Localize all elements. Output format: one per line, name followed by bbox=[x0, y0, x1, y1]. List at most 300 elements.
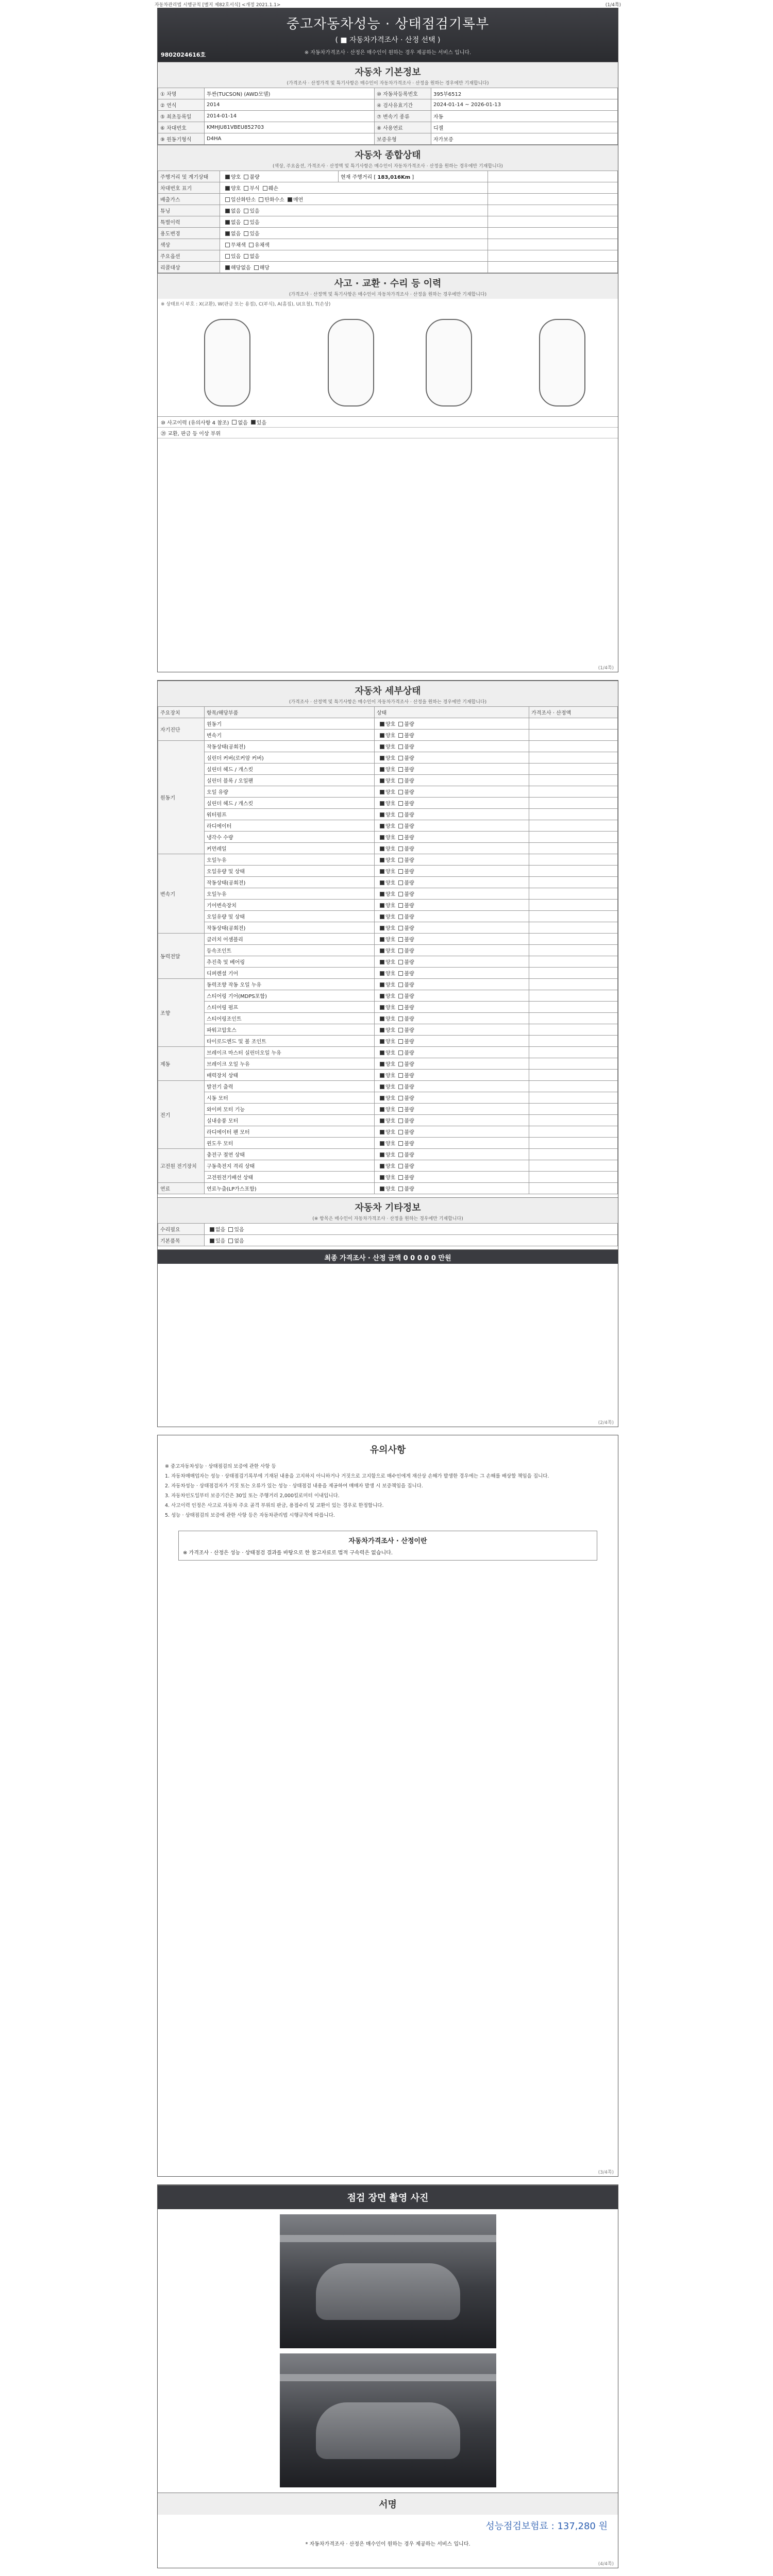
checkbox[interactable] bbox=[244, 254, 248, 259]
checkbox[interactable] bbox=[244, 231, 248, 236]
price-cell bbox=[529, 854, 618, 866]
checkbox[interactable] bbox=[380, 1016, 384, 1021]
item-label: 워터펌프 bbox=[205, 809, 375, 820]
checkbox[interactable] bbox=[225, 265, 230, 270]
item-label: 라디에이터 bbox=[205, 820, 375, 832]
checkbox[interactable] bbox=[398, 960, 403, 964]
status-cell: 양호 불량 bbox=[375, 786, 529, 798]
detail-status-section bbox=[158, 681, 618, 706]
status-cell: 양호 불량 bbox=[375, 1183, 529, 1194]
value: D4HA bbox=[205, 133, 375, 145]
checkbox[interactable] bbox=[249, 243, 254, 247]
form-title: 중고자동차성능 · 상태점검기록부 bbox=[286, 16, 490, 32]
checkbox[interactable] bbox=[380, 1141, 384, 1146]
checkbox[interactable] bbox=[398, 1107, 403, 1112]
checkbox[interactable] bbox=[380, 1073, 384, 1078]
price-cell bbox=[529, 775, 618, 786]
section-subtitle: (가격조사 · 산정액 및 특기사항은 매수인이 자동차가격조사 · 산정을 원하는 경우에만 기재합니다) bbox=[289, 292, 487, 297]
checkbox[interactable] bbox=[380, 1096, 384, 1100]
checkbox[interactable] bbox=[398, 778, 403, 783]
checkbox[interactable] bbox=[380, 914, 384, 919]
checkbox[interactable] bbox=[259, 197, 263, 202]
checkbox[interactable] bbox=[380, 892, 384, 896]
checkbox[interactable] bbox=[398, 767, 403, 772]
label: 리콜대상 bbox=[158, 262, 220, 273]
column-header: 주요장치 bbox=[158, 707, 205, 718]
checkbox[interactable] bbox=[398, 835, 403, 840]
checkbox[interactable] bbox=[225, 220, 230, 225]
checkbox[interactable] bbox=[398, 937, 403, 942]
checkbox[interactable] bbox=[228, 1227, 233, 1232]
final-price-value: 0 0 0 0 0 만원 bbox=[403, 1255, 451, 1262]
table-row bbox=[158, 1183, 618, 1194]
table-row bbox=[158, 1081, 618, 1092]
final-price-section bbox=[158, 1249, 618, 1264]
price-cell bbox=[529, 888, 618, 900]
checkbox[interactable] bbox=[398, 1050, 403, 1055]
section-subtitle: (색상, 주요옵션, 가격조사 · 산정액 및 특기사항은 매수인이 자동차가격조사 · 산정을 원하는 경우에만 기재합니다) bbox=[273, 164, 503, 169]
item-label: 동력조향 작동 오일 누유 bbox=[205, 979, 375, 990]
label: 주행거리 및 계기상태 bbox=[158, 171, 220, 182]
item-label: 브레이크 마스터 실린더오일 누유 bbox=[205, 1047, 375, 1058]
table-row bbox=[158, 854, 618, 866]
group-label: 변속기 bbox=[158, 854, 205, 934]
status-legend: ※ 상태표시 부호 : X(교환), W(판금 또는 용접), C(부식), A(흠집), U(요철), T(손상) bbox=[161, 302, 331, 307]
price-cell bbox=[529, 990, 618, 1002]
sign-title: 서명 bbox=[379, 2499, 397, 2510]
page-number: (1/4쪽) bbox=[598, 666, 614, 671]
table-row bbox=[158, 1115, 618, 1126]
checkbox[interactable] bbox=[380, 1130, 384, 1134]
price-cell bbox=[529, 979, 618, 990]
status-cell: 양호 불량 bbox=[375, 764, 529, 775]
checkbox[interactable] bbox=[380, 903, 384, 908]
checkbox[interactable] bbox=[380, 869, 384, 874]
label: ② 연식 bbox=[158, 99, 205, 111]
notice-line: 3. 자동차인도일부터 보증기간은 30일 또는 주행거리 2,000킬로미터 이내입니다. bbox=[165, 1493, 340, 1499]
label: 기본품목 bbox=[158, 1235, 205, 1246]
table-row bbox=[158, 99, 618, 111]
status-cell: 양호 불량 bbox=[375, 979, 529, 990]
notice-line: 2. 자동차성능 · 상태점검자가 거짓 또는 오류가 있는 성능 · 상태점검 내용을 제공하여 매매자 발생 시 보증책임을 집니다. bbox=[165, 1483, 423, 1489]
car-top-icon bbox=[328, 319, 374, 406]
group-label: 자기진단 bbox=[158, 718, 205, 741]
table-row bbox=[158, 820, 618, 832]
checkbox[interactable] bbox=[398, 869, 403, 874]
checkbox[interactable] bbox=[380, 790, 384, 794]
checkbox[interactable] bbox=[398, 994, 403, 998]
checkbox[interactable] bbox=[380, 1187, 384, 1191]
item-label: 오일 유량 bbox=[205, 786, 375, 798]
price-cell bbox=[529, 1149, 618, 1160]
status-cell: 양호 불량 bbox=[375, 752, 529, 764]
checkbox[interactable] bbox=[398, 1175, 403, 1180]
label: 보증유형 bbox=[375, 133, 431, 145]
item-label: 스티어링조인트 bbox=[205, 1013, 375, 1024]
item-label: 브레이크 오일 누유 bbox=[205, 1058, 375, 1070]
price-cell bbox=[529, 832, 618, 843]
basic-info-table bbox=[158, 88, 618, 145]
label: ⑨ 원동기형식 bbox=[158, 133, 205, 145]
checkbox[interactable] bbox=[244, 175, 248, 179]
table-row bbox=[158, 1126, 618, 1138]
table-row bbox=[158, 786, 618, 798]
label: ⑩ 자동차등록번호 bbox=[375, 88, 431, 99]
status-cell: 양호 불량 bbox=[375, 775, 529, 786]
checkbox[interactable] bbox=[398, 892, 403, 896]
checkbox[interactable] bbox=[398, 801, 403, 806]
checkbox[interactable] bbox=[225, 243, 230, 247]
table-row bbox=[158, 730, 618, 741]
section-title: 자동차 세부상태 bbox=[355, 686, 421, 697]
price-cell bbox=[529, 809, 618, 820]
page-4 bbox=[157, 2184, 618, 2568]
table-row bbox=[158, 968, 618, 979]
accident-history-row: ⑩ 사고이력 (유의사항 4 참조) 없음 있음 bbox=[158, 417, 618, 428]
status-cell: 양호 불량 bbox=[375, 1138, 529, 1149]
checkbox[interactable] bbox=[380, 744, 384, 749]
item-label: 파워고압호스 bbox=[205, 1024, 375, 1036]
item-label: 작동상태(공회전) bbox=[205, 741, 375, 752]
status-cell: 양호 불량 bbox=[375, 1013, 529, 1024]
item-label: 추진축 및 베어링 bbox=[205, 956, 375, 968]
value: 투싼(TUCSON) (AWD모델) bbox=[205, 88, 375, 99]
price-cell bbox=[529, 945, 618, 956]
item-label: 변속기 bbox=[205, 730, 375, 741]
checkbox[interactable] bbox=[398, 948, 403, 953]
label: ⑥ 차대번호 bbox=[158, 122, 205, 133]
checkbox[interactable] bbox=[398, 1039, 403, 1044]
checkbox[interactable] bbox=[225, 186, 230, 191]
group-label: 제동 bbox=[158, 1047, 205, 1081]
status-cell: 양호 불량 bbox=[375, 1081, 529, 1092]
label: 차대번호 표기 bbox=[158, 182, 220, 194]
checkbox[interactable] bbox=[380, 948, 384, 953]
checkbox[interactable] bbox=[244, 186, 248, 191]
status-cell: 양호 불량 bbox=[375, 934, 529, 945]
label: 주요옵션 bbox=[158, 250, 220, 262]
price-cell bbox=[529, 1024, 618, 1036]
box-text: ※ 가격조사 · 산정은 성능 · 상태점검 결과를 바탕으로 한 참고자료로 법적 구속력은 없습니다. bbox=[183, 1550, 393, 1556]
checkbox[interactable] bbox=[398, 971, 403, 976]
checkbox[interactable] bbox=[398, 1005, 403, 1010]
section-subtitle: (※ 항목은 매수인이 자동차가격조사 · 산정을 원하는 경우에만 기재합니다) bbox=[312, 1216, 463, 1222]
checkbox[interactable] bbox=[380, 1028, 384, 1032]
price-cell bbox=[529, 1058, 618, 1070]
price-cell bbox=[529, 1092, 618, 1104]
status-cell: 양호 불량 bbox=[375, 911, 529, 922]
checkbox[interactable] bbox=[288, 197, 292, 202]
value: 395부6512 bbox=[431, 88, 618, 99]
checkbox[interactable] bbox=[398, 926, 403, 930]
checkbox[interactable] bbox=[398, 982, 403, 987]
checkbox[interactable] bbox=[398, 733, 403, 738]
table-row: 색상 무채색 유채색 bbox=[158, 239, 618, 250]
checkbox[interactable] bbox=[380, 960, 384, 964]
fee-value: 137,280 원 bbox=[557, 2521, 608, 2532]
checkbox[interactable] bbox=[380, 880, 384, 885]
group-label: 조향 bbox=[158, 979, 205, 1047]
table-row bbox=[158, 809, 618, 820]
section-subtitle: (가격조사 · 산정가격 및 특기사항은 매수인이 자동차가격조사 · 산정을 원하는 경우에만 기재합니다) bbox=[287, 81, 489, 86]
checkbox[interactable] bbox=[380, 926, 384, 930]
checkbox[interactable] bbox=[398, 1084, 403, 1089]
checkbox[interactable] bbox=[398, 790, 403, 794]
price-cell bbox=[529, 922, 618, 934]
checkbox[interactable] bbox=[398, 846, 403, 851]
table-row bbox=[158, 877, 618, 888]
checkbox[interactable] bbox=[225, 209, 230, 213]
value: KMHJU81VBEU852703 bbox=[205, 122, 375, 133]
table-row bbox=[158, 979, 618, 990]
checkbox[interactable] bbox=[380, 812, 384, 817]
checkbox[interactable] bbox=[380, 722, 384, 726]
table-row bbox=[158, 1036, 618, 1047]
section-subtitle: (가격조사 · 산정액 및 특기사항은 매수인이 자동차가격조사 · 산정을 원하는 경우에만 기재합니다) bbox=[289, 700, 487, 705]
item-label: 실린더 커버(로커암 커버) bbox=[205, 752, 375, 764]
table-row: 주행거리 및 계기상태 양호 불량 현재 주행거리 [ 183,016Km ] bbox=[158, 171, 618, 182]
table-row: 수리필요 없음 있음 bbox=[158, 1224, 618, 1235]
form-note: ※ 자동차가격조사 · 산정은 매수인이 원하는 경우 제공하는 서비스 입니다. bbox=[304, 50, 472, 56]
table-row bbox=[158, 133, 618, 145]
page-1 bbox=[157, 8, 618, 672]
status-cell: 양호 불량 bbox=[375, 1092, 529, 1104]
checkbox[interactable] bbox=[228, 1239, 233, 1243]
table-row bbox=[158, 1160, 618, 1172]
page-number: (4/4쪽) bbox=[598, 2562, 614, 2567]
checkbox[interactable] bbox=[210, 1227, 214, 1232]
checkbox[interactable] bbox=[398, 1141, 403, 1146]
price-info-box bbox=[178, 1531, 597, 1561]
price-cell bbox=[529, 764, 618, 775]
table-row bbox=[158, 1070, 618, 1081]
table-row bbox=[158, 111, 618, 122]
item-label: 충전구 절연 상태 bbox=[205, 1149, 375, 1160]
form-header bbox=[158, 8, 618, 62]
group-label: 동력전달 bbox=[158, 934, 205, 979]
value: 2014-01-14 bbox=[205, 111, 375, 122]
checkbox[interactable] bbox=[210, 1239, 214, 1243]
item-label: 구동축전지 격리 상태 bbox=[205, 1160, 375, 1172]
status-cell: 양호 불량 bbox=[375, 798, 529, 809]
status-cell: 양호 불량 bbox=[375, 854, 529, 866]
checkbox[interactable] bbox=[380, 858, 384, 862]
price-cell bbox=[529, 866, 618, 877]
notice-line: 5. 성능 · 상태점검의 보증에 관한 사항 등은 자동차관리법 시행규칙에 따릅니다. bbox=[165, 1513, 335, 1518]
table-row bbox=[158, 775, 618, 786]
status-cell: 양호 불량 bbox=[375, 730, 529, 741]
checkbox[interactable] bbox=[244, 209, 248, 213]
table-row bbox=[158, 1092, 618, 1104]
checkbox[interactable] bbox=[225, 197, 230, 202]
checkbox[interactable] bbox=[380, 1005, 384, 1010]
checkbox[interactable] bbox=[398, 903, 403, 908]
group-label: 원동기 bbox=[158, 741, 205, 854]
car-frame-icon bbox=[426, 319, 472, 406]
checkbox[interactable] bbox=[380, 824, 384, 828]
checkbox[interactable] bbox=[380, 733, 384, 738]
overall-status-table bbox=[158, 171, 618, 273]
checkbox[interactable] bbox=[251, 420, 256, 425]
table-row bbox=[158, 1104, 618, 1115]
checkbox[interactable] bbox=[380, 1118, 384, 1123]
checkbox[interactable] bbox=[380, 971, 384, 976]
mileage-value: 183,016Km bbox=[377, 175, 411, 180]
checkbox[interactable] bbox=[398, 914, 403, 919]
price-cell bbox=[529, 1115, 618, 1126]
table-row bbox=[158, 934, 618, 945]
price-cell bbox=[529, 718, 618, 730]
price-cell bbox=[529, 798, 618, 809]
checkbox[interactable] bbox=[380, 1039, 384, 1044]
status-cell: 양호 불량 bbox=[375, 1070, 529, 1081]
value: 자가보증 bbox=[431, 133, 618, 145]
checkbox[interactable] bbox=[398, 1073, 403, 1078]
checkbox[interactable] bbox=[380, 1164, 384, 1168]
form-topline bbox=[155, 1, 621, 7]
checkbox[interactable] bbox=[380, 778, 384, 783]
checkbox[interactable] bbox=[225, 254, 230, 259]
column-header: 상태 bbox=[375, 707, 529, 718]
item-label: 실린더 헤드 / 개스킷 bbox=[205, 798, 375, 809]
checkbox[interactable] bbox=[398, 1028, 403, 1032]
checkbox[interactable] bbox=[254, 265, 259, 270]
item-label: 클러치 어셈블리 bbox=[205, 934, 375, 945]
table-row bbox=[158, 843, 618, 854]
inspection-photo-2 bbox=[280, 2353, 496, 2487]
checkbox[interactable] bbox=[398, 1153, 403, 1157]
photo-section-header bbox=[158, 2185, 618, 2209]
checkbox[interactable] bbox=[398, 1062, 403, 1066]
table-row bbox=[158, 718, 618, 730]
table-row bbox=[158, 990, 618, 1002]
checkbox[interactable] bbox=[380, 1050, 384, 1055]
notice-line: 1. 자동차매매업자는 성능 · 상태점검기록부에 기재된 내용을 고지하지 아니하거나 거짓으로 고지함으로 매수인에게 재산상 손해가 발생한 경우에는 그 손해를 배상할 책임을 집니다. bbox=[165, 1473, 549, 1479]
checkbox[interactable] bbox=[380, 756, 384, 760]
table-row: 기본품목 있음 없음 bbox=[158, 1235, 618, 1246]
value: 디젤 bbox=[431, 122, 618, 133]
price-cell bbox=[529, 1047, 618, 1058]
form-number: 9802024616호 bbox=[161, 52, 206, 58]
item-label: 타이로드엔드 및 볼 조인트 bbox=[205, 1036, 375, 1047]
table-row bbox=[158, 866, 618, 877]
item-label: 원동기 bbox=[205, 718, 375, 730]
checkbox[interactable] bbox=[380, 982, 384, 987]
item-label: 오일누유 bbox=[205, 888, 375, 900]
table-row: 리콜대상 해당없음 해당 bbox=[158, 262, 618, 273]
label: ⑳ 교환, 판금 등 이상 부위 bbox=[161, 431, 221, 437]
checkbox[interactable] bbox=[225, 231, 230, 236]
form-reference: 자동차관리법 시행규칙 [별지 제82호서식] <개정 2021.1.1> bbox=[155, 3, 281, 8]
status-cell: 양호 불량 bbox=[375, 1104, 529, 1115]
label: 배출가스 bbox=[158, 194, 220, 205]
label: 용도변경 bbox=[158, 228, 220, 239]
checkbox[interactable] bbox=[380, 937, 384, 942]
checkbox[interactable] bbox=[380, 994, 384, 998]
item-label: 스티어링 기어(MDPS포함) bbox=[205, 990, 375, 1002]
checkbox[interactable] bbox=[398, 756, 403, 760]
checkbox[interactable] bbox=[380, 1175, 384, 1180]
basic-info-section bbox=[158, 62, 618, 88]
checkbox[interactable] bbox=[398, 1187, 403, 1191]
price-cell bbox=[529, 1036, 618, 1047]
price-cell bbox=[529, 956, 618, 968]
checkbox[interactable] bbox=[398, 812, 403, 817]
table-row bbox=[158, 888, 618, 900]
status-cell: 양호 불량 bbox=[375, 922, 529, 934]
label: ⑩ 사고이력 (유의사항 4 참조) bbox=[161, 420, 229, 426]
checkbox[interactable] bbox=[398, 1130, 403, 1134]
checkbox[interactable] bbox=[398, 880, 403, 885]
price-cell bbox=[529, 786, 618, 798]
item-label: 실린더 헤드 / 개스킷 bbox=[205, 764, 375, 775]
item-label: 고전원전기배선 상태 bbox=[205, 1172, 375, 1183]
item-label: 작동상태(공회전) bbox=[205, 877, 375, 888]
item-label: 실린더 블록 / 오일팬 bbox=[205, 775, 375, 786]
page-number: (2/4쪽) bbox=[598, 1420, 614, 1426]
checkbox[interactable] bbox=[398, 744, 403, 749]
mileage-label: 현재 주행거리 bbox=[341, 175, 373, 180]
notice-line: ※ 중고자동차성능 · 상태점검의 보증에 관한 사항 등 bbox=[165, 1464, 276, 1469]
sign-section bbox=[158, 2493, 618, 2515]
section-title: 사고 · 교환 · 수리 등 이력 bbox=[334, 278, 442, 289]
checkbox[interactable] bbox=[380, 846, 384, 851]
checkbox[interactable] bbox=[380, 767, 384, 772]
item-label: 스티어링 펌프 bbox=[205, 1002, 375, 1013]
checkbox[interactable] bbox=[380, 1084, 384, 1089]
checkbox[interactable] bbox=[398, 1016, 403, 1021]
price-cell bbox=[529, 1070, 618, 1081]
checkbox[interactable] bbox=[380, 801, 384, 806]
checkbox[interactable] bbox=[232, 420, 237, 425]
item-label: 연료누출(LP가스포함) bbox=[205, 1183, 375, 1194]
checkbox[interactable] bbox=[244, 220, 248, 225]
status-cell: 양호 불량 bbox=[375, 843, 529, 854]
price-cell bbox=[529, 820, 618, 832]
checkbox[interactable] bbox=[398, 824, 403, 828]
status-cell: 양호 불량 bbox=[375, 956, 529, 968]
item-label: 디퍼렌셜 기어 bbox=[205, 968, 375, 979]
price-cell bbox=[529, 1081, 618, 1092]
checkbox[interactable] bbox=[398, 1164, 403, 1168]
notice-title: 유의사항 bbox=[369, 1445, 406, 1455]
checkbox[interactable] bbox=[398, 722, 403, 726]
price-cell bbox=[529, 934, 618, 945]
status-cell: 양호 불량 bbox=[375, 888, 529, 900]
checkbox[interactable] bbox=[263, 186, 267, 191]
item-label: 등속조인트 bbox=[205, 945, 375, 956]
label: 색상 bbox=[158, 239, 220, 250]
car-side-left-icon bbox=[204, 319, 250, 406]
checkbox[interactable] bbox=[398, 858, 403, 862]
status-cell: 양호 불량 bbox=[375, 1002, 529, 1013]
price-cell bbox=[529, 752, 618, 764]
checkbox[interactable] bbox=[380, 835, 384, 840]
table-row bbox=[158, 945, 618, 956]
checkbox[interactable] bbox=[380, 1062, 384, 1066]
checkbox[interactable] bbox=[398, 1118, 403, 1123]
page-number: (3/4쪽) bbox=[598, 2170, 614, 2175]
table-row bbox=[158, 752, 618, 764]
checkbox[interactable] bbox=[380, 1107, 384, 1112]
checkbox[interactable] bbox=[225, 175, 230, 179]
checkbox[interactable] bbox=[380, 1153, 384, 1157]
price-cell bbox=[529, 1002, 618, 1013]
checkbox[interactable] bbox=[398, 1096, 403, 1100]
accident-history-section bbox=[158, 273, 618, 299]
final-price-title: 최종 가격조사 · 산정 금액 0 0 0 0 0 만원 bbox=[324, 1255, 451, 1262]
status-cell: 양호 불량 bbox=[375, 866, 529, 877]
